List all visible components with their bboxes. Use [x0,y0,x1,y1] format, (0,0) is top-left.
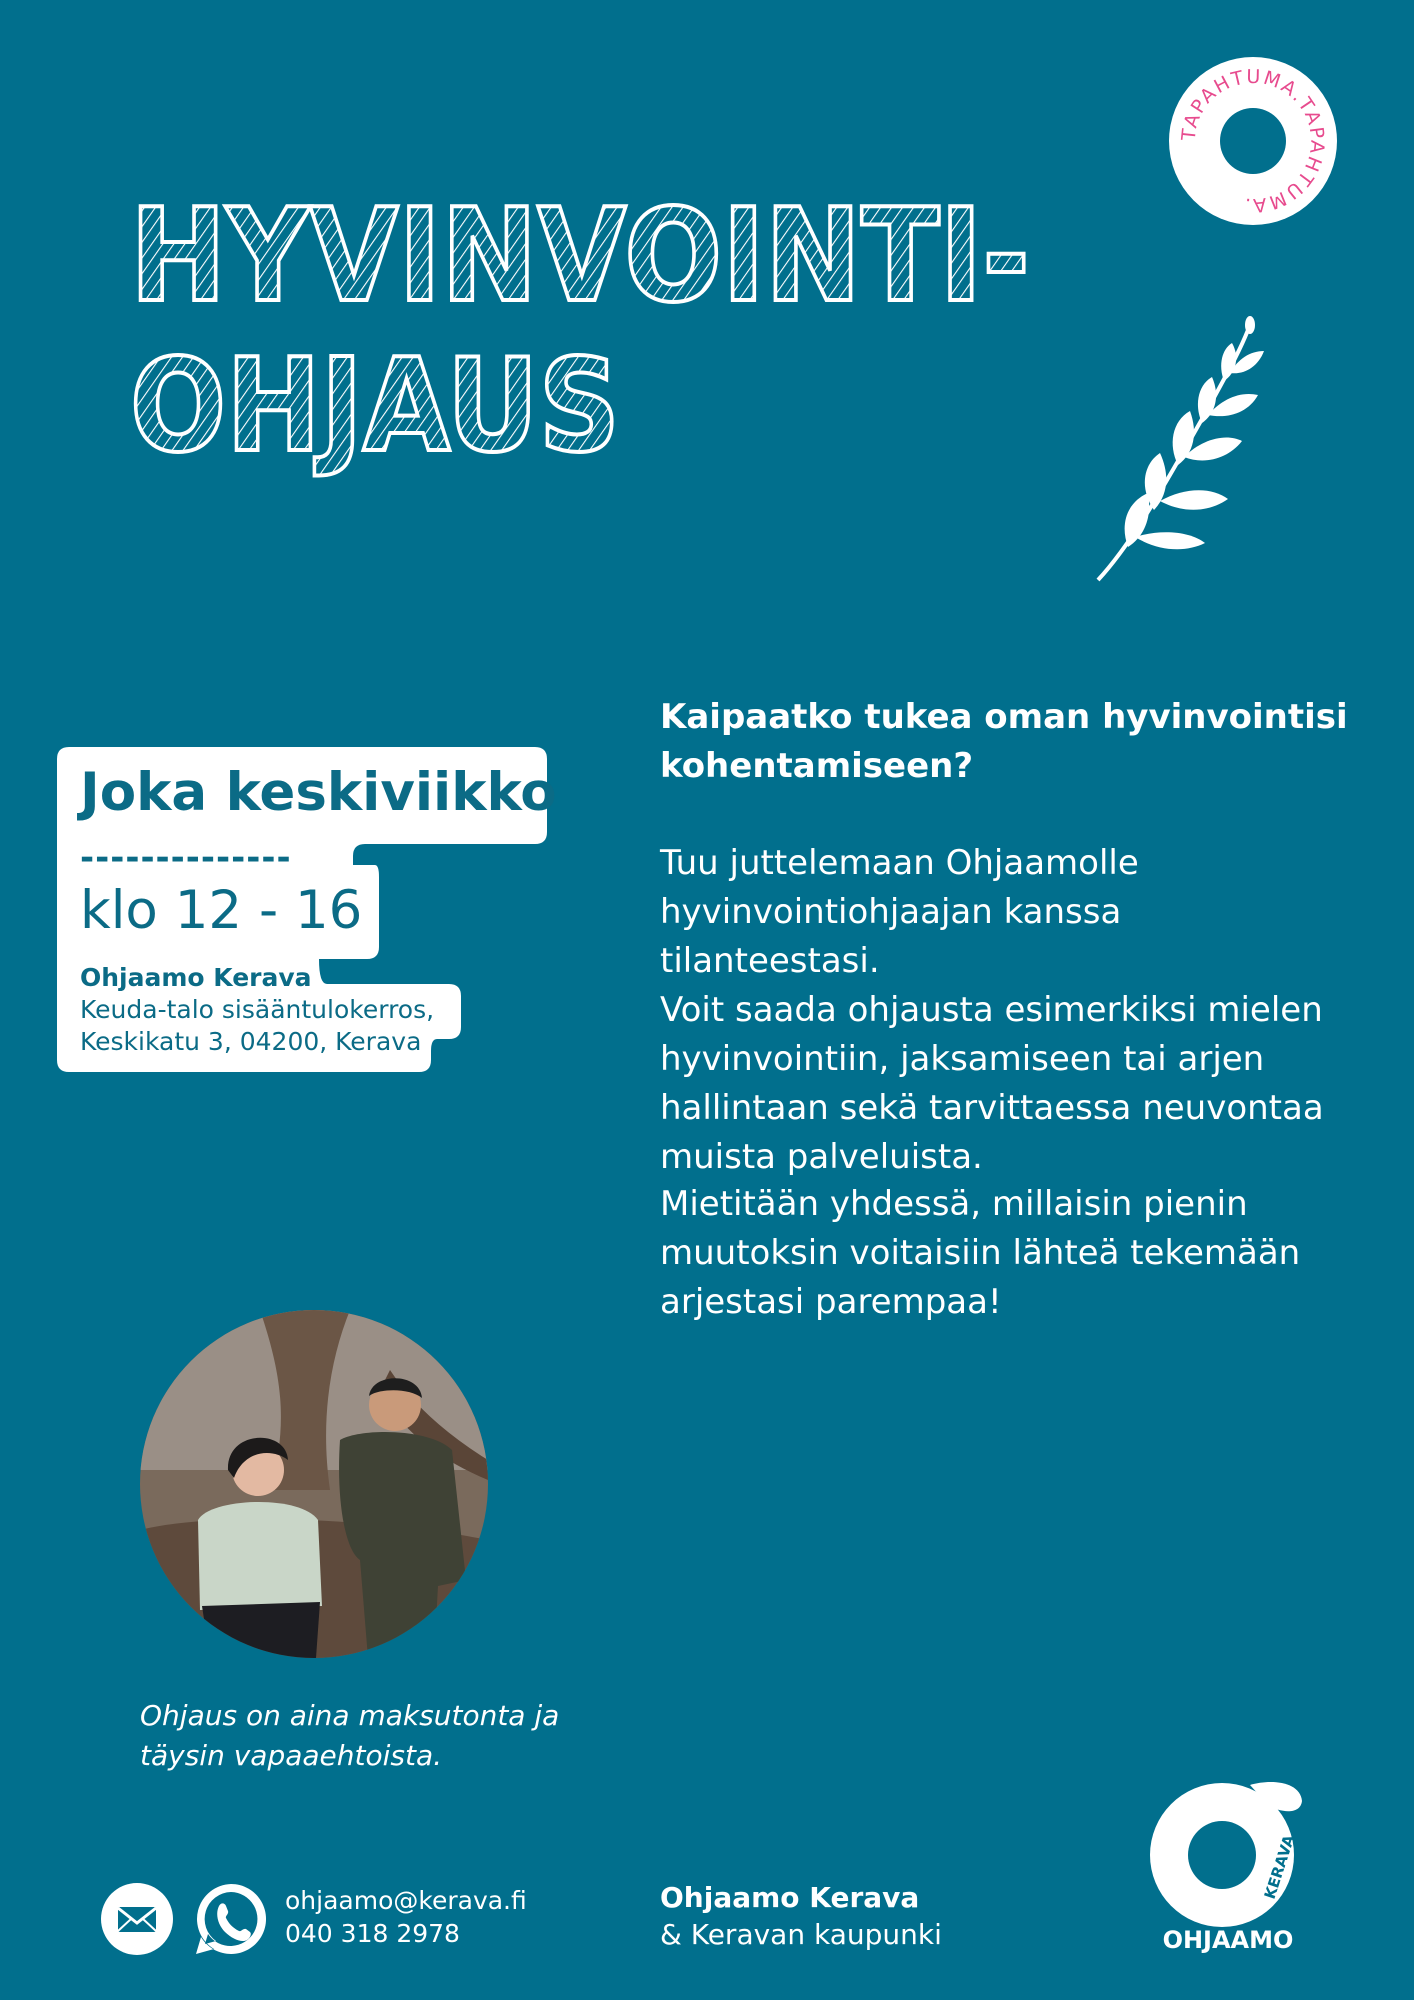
note-line: Ohjaus on aina maksutonta ja [140,1699,560,1732]
email-link[interactable]: ohjaamo@kerava.fi [285,1886,527,1915]
contact-info [285,1884,527,1950]
intro-heading-line: kohentamiseen? [660,746,974,786]
intro-heading-line: Kaipaatko tukea oman hyvinvointisi [660,697,1348,737]
intro-paragraph-1 [660,839,1350,1182]
paragraph-line: hallintaan sekä tarvittaessa neuvontaa [660,1088,1324,1128]
address-line-1: Keuda-talo sisääntulokerros, [80,995,435,1024]
paragraph-line: muista palveluista. [660,1137,983,1177]
event-stamp-badge [1168,56,1338,226]
address-line-2: Keskikatu 3, 04200, Kerava [80,1027,422,1056]
stamp-text: TAPAHTUMA.TAPAHTUMA. [1177,65,1329,217]
envelope-icon [101,1883,173,1955]
organizer-partner: & Keravan kaupunki [660,1918,942,1951]
schedule-divider: -------------- [80,838,292,878]
paragraph-line: Voit saada ohjausta esimerkiksi mielen [660,990,1323,1030]
title-line-1: HYVINVOINTI- [130,182,1030,331]
paragraph-line: hyvinvointiin, jaksamiseen tai arjen [660,1039,1265,1079]
schedule-day: Joka keskiviikko [80,762,557,823]
intro-paragraph-2 [660,1180,1350,1327]
page-title [130,180,1050,480]
leaf-branch-icon [1090,315,1270,585]
intro-heading [660,693,1350,791]
people-walking-photo [140,1310,488,1658]
phone-number[interactable]: 040 318 2978 [285,1919,460,1948]
paragraph-line: Mietitään yhdessä, millaisin pienin [660,1184,1248,1224]
schedule-time: klo 12 - 16 [80,880,363,941]
note-line: täysin vapaaehtoista. [140,1739,443,1772]
organizer [660,1879,942,1953]
free-service-note [140,1696,559,1776]
logo-city: KERAVA [1260,1832,1299,1902]
title-line-2: OHJAUS [130,332,620,480]
schedule-address [80,994,434,1058]
whatsapp-icon[interactable] [192,1880,270,1958]
paragraph-line: arjestasi parempaa! [660,1282,1002,1322]
paragraph-line: Tuu juttelemaan Ohjaamolle [660,843,1139,883]
schedule-place: Ohjaamo Kerava [80,963,312,992]
organizer-name: Ohjaamo Kerava [660,1881,920,1914]
paragraph-line: muutoksin voitaisiin lähteä tekemään [660,1233,1301,1273]
paragraph-line: hyvinvointiohjaajan kanssa tilanteestasi. [660,892,1122,981]
email-button[interactable] [101,1883,173,1955]
logo-wordmark: OHJAAMO [1162,1926,1294,1954]
